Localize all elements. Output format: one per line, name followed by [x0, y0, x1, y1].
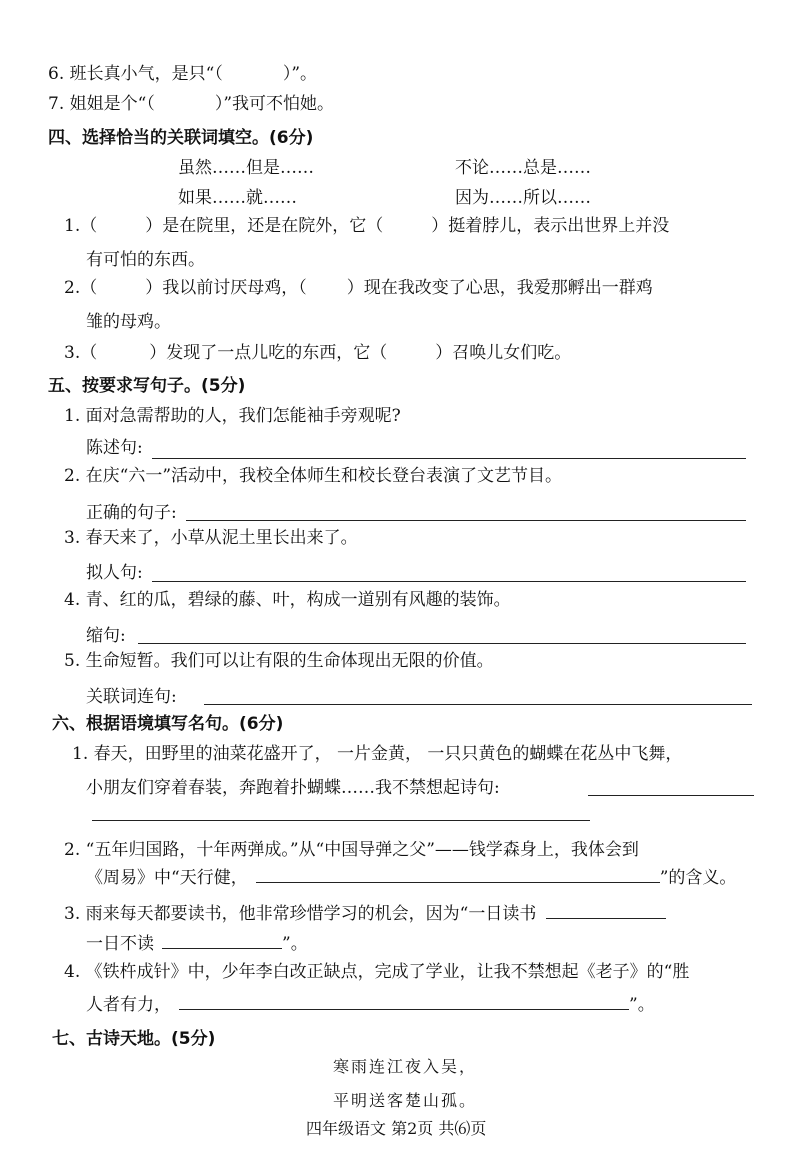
q7-pre: 7. 姐姐是个“（ — [48, 94, 155, 114]
text: 2.（ — [64, 278, 98, 298]
text: ）现在我改变了心思，我爱那孵出一群鸡 — [346, 278, 653, 298]
sec5-a3-line[interactable] — [152, 581, 746, 582]
sec4-q1-line2: 有可怕的东西。 — [86, 250, 205, 270]
sec5-a5-line[interactable] — [204, 704, 752, 705]
sec5-q5: 5. 生命短暂。我们可以让有限的生命体现出无限的价值。 — [64, 651, 494, 671]
question-7 — [48, 92, 334, 116]
text: ）挺着脖儿，表示出世界上并没 — [431, 216, 670, 236]
sec5-q3: 3. 春天来了，小草从泥土里长出来了。 — [64, 528, 358, 548]
sec5-a1-line[interactable] — [152, 458, 746, 459]
section-6-title: 六、根据语境填写名句。(6分) — [52, 714, 284, 734]
sec4-q3-line1 — [64, 341, 571, 365]
poem-line-1: 寒雨连江夜入吴， — [333, 1057, 478, 1076]
text: 1.（ — [64, 216, 98, 236]
sec4-q2-line2: 雏的母鸡。 — [86, 312, 171, 332]
option-3: 如果……就…… — [178, 188, 297, 208]
sec6-q4-blank[interactable] — [179, 1008, 629, 1010]
sec5-q4: 4. 青、红的瓜，碧绿的藤、叶，构成一道别有风趣的装饰。 — [64, 590, 511, 610]
sec6-q3-line2 — [86, 932, 308, 956]
sec6-q4-line1: 4. 《铁杵成针》中，少年李白改正缺点，完成了学业，让我不禁想起《老子》的“胜 — [64, 962, 690, 982]
sec6-q1-blank-b[interactable] — [92, 820, 590, 821]
section-4-title: 四、选择恰当的关联词填空。(6分) — [48, 128, 314, 148]
text: 3.（ — [64, 343, 98, 363]
sec5-a2-line[interactable] — [186, 520, 746, 521]
text: 一日不读 — [86, 934, 154, 954]
sec5-a2-label: 正确的句子: — [86, 503, 177, 523]
sec6-q1-line1: 1. 春天，田野里的油菜花盛开了， 一片金黄， 一只只黄色的蝴蝶在花丛中飞舞， — [72, 744, 683, 764]
text: 人者有力， — [86, 995, 171, 1015]
q6-post: ）”。 — [282, 64, 318, 84]
q6-pre: 6. 班长真小气，是只“（ — [48, 64, 223, 84]
text: 《周易》中“天行健， — [86, 868, 248, 888]
text: ”的含义。 — [659, 868, 737, 888]
section-5-title: 五、按要求写句子。(5分) — [48, 376, 246, 396]
sec6-q2-blank[interactable] — [256, 881, 660, 883]
sec6-q1-blank-a[interactable] — [588, 795, 754, 796]
sec6-q3-line1 — [64, 902, 666, 926]
section-7-title: 七、古诗天地。(5分) — [52, 1029, 216, 1049]
sec6-q3-blank-b[interactable] — [162, 947, 282, 949]
sec5-a4-label: 缩句: — [86, 626, 126, 646]
sec4-q2-line1 — [64, 276, 653, 300]
page-footer: 四年级语文 第2页 共⑹页 — [306, 1119, 487, 1138]
sec6-q4-line2 — [86, 993, 655, 1017]
text: ）发现了一点儿吃的东西，它（ — [149, 343, 388, 363]
text: ）召唤儿女们吃。 — [435, 343, 572, 363]
sec5-a3-label: 拟人句: — [86, 563, 143, 583]
option-1: 虽然……但是…… — [178, 158, 314, 178]
sec6-q2-line1: 2. “五年归国路，十年两弹成。”从“中国导弹之父”——钱学森身上，我体会到 — [64, 840, 639, 860]
q7-post: ）”我可不怕她。 — [214, 94, 335, 114]
option-4: 因为……所以…… — [455, 188, 591, 208]
question-6 — [48, 62, 317, 86]
option-2: 不论……总是…… — [455, 158, 591, 178]
text: ”。 — [629, 995, 655, 1015]
sec6-q2-line2 — [86, 866, 736, 890]
sec6-q3-blank-a[interactable] — [546, 917, 666, 919]
text: ”。 — [282, 934, 308, 954]
sec5-q1: 1. 面对急需帮助的人，我们怎能袖手旁观呢? — [64, 406, 401, 426]
sec5-a1-label: 陈述句: — [86, 438, 143, 458]
sec5-q2: 2. 在庆“六一”活动中，我校全体师生和校长登台表演了文艺节目。 — [64, 466, 563, 486]
sec6-q1-line2: 小朋友们穿着春装，奔跑着扑蝴蝶……我不禁想起诗句: — [86, 778, 500, 798]
text: ）我以前讨厌母鸡，（ — [145, 278, 307, 298]
sec5-a4-line[interactable] — [138, 643, 746, 644]
sec5-a5-label: 关联词连句: — [86, 687, 177, 707]
poem-line-2: 平明送客楚山孤。 — [333, 1091, 478, 1110]
text: 3. 雨来每天都要读书，他非常珍惜学习的机会，因为“一日读书 — [64, 904, 537, 924]
sec4-q1-line1 — [64, 214, 669, 238]
text: ）是在院里，还是在院外，它（ — [145, 216, 384, 236]
